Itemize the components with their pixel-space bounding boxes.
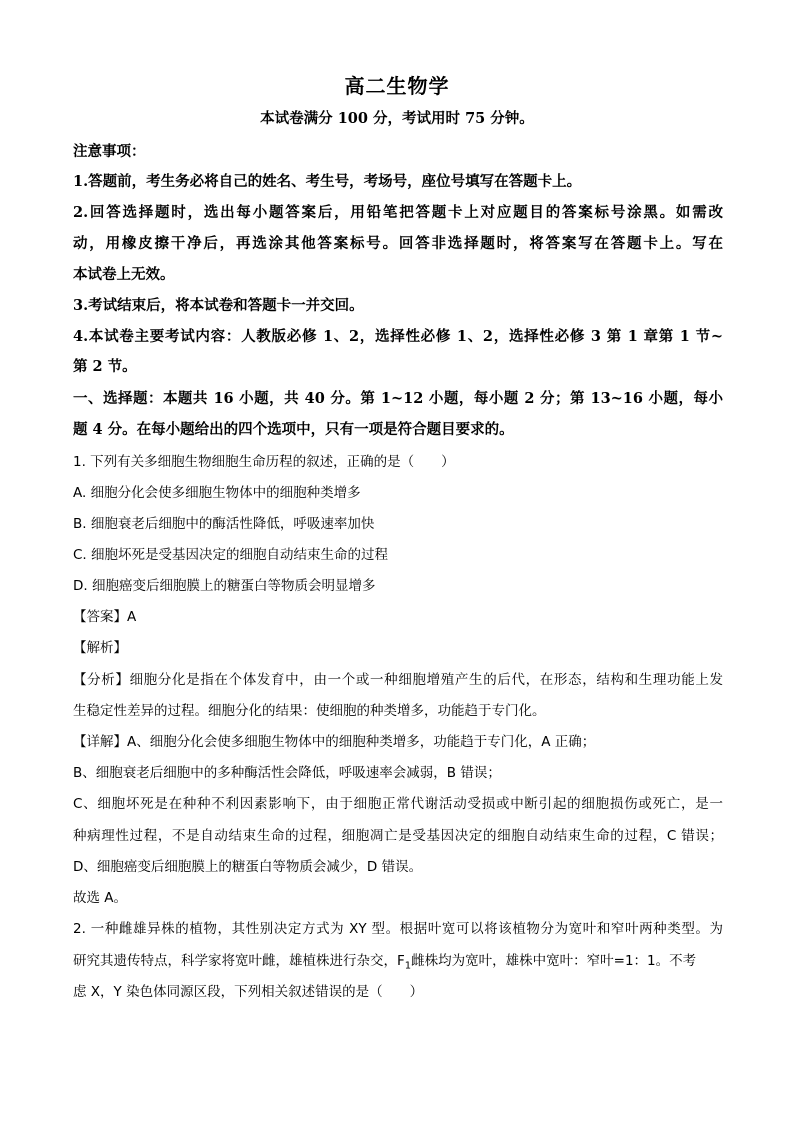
section-heading-line-1: 一、选择题：本题共 16 小题，共 40 分。第 1~12 小题，每小题 2 分；第 13~16 小题，每小 (73, 390, 723, 407)
question-2-line-2 (73, 951, 723, 977)
note-4-line-2: 第 2 节。 (73, 358, 137, 375)
note-2-line-1: 2.回答选择题时，选出每小题答案后，用铅笔把答题卡上对应题目的答案标号涂黑。如需改 (73, 204, 723, 221)
question-1-option-a: A. 细胞分化会使多细胞生物体中的细胞种类增多 (73, 485, 361, 501)
question-1-option-c: C. 细胞坏死是受基因决定的细胞自动结束生命的过程 (73, 547, 389, 563)
note-3: 3.考试结束后，将本试卷和答题卡一并交回。 (73, 297, 364, 314)
question-2-line-2-text: 研究其遗传特点，科学家将宽叶雌，雄植株进行杂交，F (73, 953, 405, 969)
question-1-analysis-label: 【解析】 (73, 640, 127, 656)
question-1-detail-a: 【详解】A、细胞分化会使多细胞生物体中的细胞种类增多，功能趋于专门化，A 正确； (73, 734, 596, 750)
question-1-stem: 1. 下列有关多细胞生物细胞生命历程的叙述，正确的是（ ） (73, 454, 455, 470)
question-1-conclusion: 故选 A。 (73, 890, 128, 906)
note-4-line-1: 4.本试卷主要考试内容：人教版必修 1、2，选择性必修 1、2，选择性必修 3 第 1 章第 1 节~ (73, 328, 723, 345)
question-1-detail-c-line-1: C、细胞坏死是在种种不利因素影响下，由于细胞正常代谢活动受损或中断引起的细胞损伤或死亡，是一 (73, 796, 723, 812)
question-1-analysis-line-1: 【分析】细胞分化是指在个体发育中，由一个或一种细胞增殖产生的后代，在形态，结构和生理功能上发 (73, 672, 723, 688)
subscript-f1: 1 (404, 960, 412, 972)
note-1: 1.答题前，考生务必将自己的姓名、考生号，考场号，座位号填写在答题卡上。 (73, 173, 582, 190)
question-1-analysis-line-2: 生稳定性差异的过程。细胞分化的结果：使细胞的种类增多，功能趋于专门化。 (73, 703, 546, 719)
note-2-line-3: 本试卷上无效。 (73, 266, 175, 283)
question-1-answer: 【答案】A (73, 609, 137, 625)
question-2-line-3: 虑 X，Y 染色体同源区段，下列相关叙述错误的是（ ） (73, 984, 424, 1000)
question-1-option-b: B. 细胞衰老后细胞中的酶活性降低，呼吸速率加快 (73, 516, 375, 532)
note-2-line-2: 动，用橡皮擦干净后，再选涂其他答案标号。回答非选择题时，将答案写在答题卡上。写在 (73, 235, 723, 252)
question-1-detail-b: B、细胞衰老后细胞中的多种酶活性会降低，呼吸速率会减弱，B 错误； (73, 765, 501, 781)
question-1-detail-c-line-2: 种病理性过程，不是自动结束生命的过程，细胞凋亡是受基因决定的细胞自动结束生命的过程，C 错误； (73, 828, 723, 844)
exam-info: 本试卷满分 100 分，考试用时 75 分钟。 (260, 110, 534, 127)
question-1-option-d: D. 细胞癌变后细胞膜上的糖蛋白等物质会明显增多 (73, 578, 376, 594)
question-2-line-2-rest: 雌株均为宽叶，雄株中宽叶：窄叶=1：1。不考 (411, 953, 697, 969)
section-heading-line-2: 题 4 分。在每小题给出的四个选项中，只有一项是符合题目要求的。 (73, 421, 514, 438)
question-1-detail-d: D、细胞癌变后细胞膜上的糖蛋白等物质会减少，D 错误。 (73, 859, 423, 875)
page-title: 高二生物学 (344, 74, 450, 98)
question-2-line-1: 2. 一种雌雄异株的植物，其性别决定方式为 XY 型。根据叶宽可以将该植物分为宽叶和窄叶两种类型。为 (73, 921, 723, 937)
notes-heading: 注意事项： (73, 143, 146, 160)
